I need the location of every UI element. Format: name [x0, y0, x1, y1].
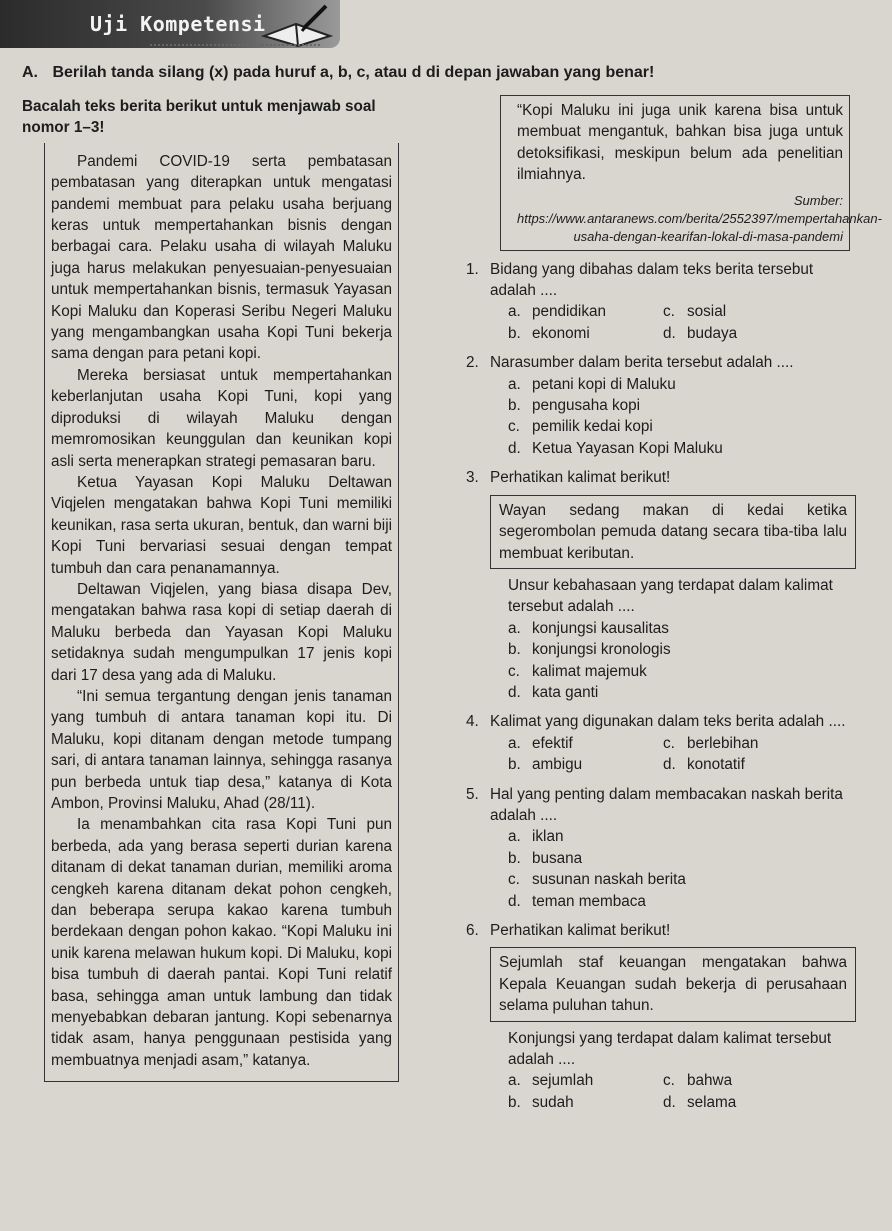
reading-intro: Bacalah teks berita berikut untuk menjawab soal nomor 1–3!: [22, 98, 376, 137]
option-b[interactable]: b. busana: [508, 849, 583, 867]
news-text-box: [44, 143, 399, 1082]
option-d[interactable]: d. selama: [663, 1093, 737, 1111]
option-c[interactable]: c. pemilik kedai kopi: [508, 418, 653, 436]
banner-title: Uji Kompetensi: [90, 12, 266, 36]
question-3: [466, 467, 856, 703]
question-4: [466, 711, 856, 775]
question-number: 2.: [466, 354, 479, 372]
question-5: [466, 784, 856, 912]
option-a[interactable]: a. pendidikan: [508, 303, 606, 321]
option-a[interactable]: a. efektif: [508, 734, 573, 752]
option-d[interactable]: d. teman membaca: [508, 892, 646, 910]
news-paragraph: Mereka bersiasat untuk mempertahankan keberlanjutan usaha Kopi Tuni, kopi yang diproduksi di wilayah Maluku dengan memromosikan keunggulan dan keunikan kopi asli serta menerapkan strategi pemasaran baru.: [51, 366, 392, 470]
question-text: Narasumber dalam berita tersebut adalah ....: [490, 354, 794, 372]
news-continuation-box: [500, 95, 882, 251]
question-number: 6.: [466, 922, 479, 939]
news-paragraph: Ia menambahkan cita rasa Kopi Tuni pun berbeda, ada yang berasa seperti durian karena ditanam di dekat tanaman durian, memiliki aroma cengkeh karena ditanam dekat pohon cengkeh, dan beberapa serupa kakao karena tumbuh berdekaan dengan pohon kakao. “Kopi Maluku ini unik karena melawan hukum kopi. Di Maluku, kopi bisa tumbuh di daerah pantai. Kopi Tuni relatif basa, sehingga aman untuk lambung dan tidak menyebabkan debaran jantung. Kopi sebenarnya tidak asam, hanya penggunaan pestisida yang membuatnya menjadi asam,” katanya.: [51, 816, 392, 1069]
news-source: Sumber: https://www.antaranews.com/berita/2552397/mempertahankan-usaha-dengan-kearifan-lokal-di-masa-pandemi: [517, 192, 882, 244]
option-a[interactable]: a. iklan: [508, 828, 564, 846]
question-text: Perhatikan kalimat berikut!: [490, 469, 671, 487]
question-followup: Unsur kebahasaan yang terdapat dalam kalimat tersebut adalah ....: [508, 576, 833, 616]
question-1: [466, 259, 856, 345]
option-a[interactable]: a. konjungsi kausalitas: [508, 619, 669, 637]
option-c[interactable]: c. kalimat majemuk: [508, 662, 647, 680]
option-c[interactable]: c. susunan naskah berita: [508, 871, 686, 889]
option-b[interactable]: b. ekonomi: [508, 324, 590, 342]
section-label: A.: [22, 64, 38, 81]
news-paragraph: Ketua Yayasan Kopi Maluku Deltawan Viqjelen mengatakan bahwa Kopi Tuni memiliki keunikan, rasa serta ukuran, bentuk, dan warni biji Kopi Tuni bervariasi sesuai dengan tempat tumbuh dan cara penanamannya.: [51, 473, 392, 577]
option-d[interactable]: d. budaya: [663, 324, 738, 342]
question-text: Hal yang penting dalam membacakan naskah berita adalah ....: [490, 785, 843, 824]
question-number: 5.: [466, 785, 479, 803]
example-sentence-box: Wayan sedang makan di kedai ketika segerombolan pemuda datang secara tiba-tiba lalu membuat keributan.: [490, 495, 856, 569]
section-instruction: [22, 64, 654, 82]
question-2: [466, 352, 856, 459]
right-column: [466, 96, 882, 1113]
option-a[interactable]: a. petani kopi di Maluku: [508, 375, 676, 393]
option-d[interactable]: d. kata ganti: [508, 683, 599, 701]
question-number: 1.: [466, 260, 479, 278]
question-text: Kalimat yang digunakan dalam teks berita adalah ....: [490, 713, 846, 731]
option-c[interactable]: c. berlebihan: [663, 734, 759, 752]
question-6: [466, 920, 856, 1113]
news-paragraph: Deltawan Viqjelen, yang biasa disapa Dev, mengatakan bahwa rasa kopi di setiap daerah di Maluku berbeda dan Yayasan Kopi Maluku setidaknya sudah mengumpulkan 17 jenis kopi dari 17 desa yang ada di Maluku.: [51, 580, 392, 684]
option-a[interactable]: a. sejumlah: [508, 1072, 594, 1090]
news-paragraph: Pandemi COVID-19 serta pembatasan pembatasan yang diterapkan untuk mengatasi pandemi membuat para pelaku usaha berjuang keras untuk mempertahankan bisnis dengan berbagai cara. Pelaku usaha di wilayah Maluku juga harus melakukan penyesuaian-penyesuaian untuk mempertahankan bisnis, termasuk Yayasan Kopi Maluku dan Koperasi Seribu Negeri Maluku yang mengambangkan usaha Kopi Tuni bekerja sama dengan para petani kopi.: [51, 152, 392, 363]
option-b[interactable]: b. konjungsi kronologis: [508, 641, 671, 659]
option-b[interactable]: b. ambigu: [508, 756, 583, 774]
option-b[interactable]: b. sudah: [508, 1093, 574, 1111]
option-c[interactable]: c. bahwa: [663, 1072, 733, 1090]
news-paragraph: “Ini semua tergantung dengan jenis tanaman yang tumbuh di antara tanaman kopi itu. Di Maluku, kopi ditanam dengan metode tumpang sari, di antara tanaman lainnya, sehingga rasanya pun berbeda untuk tiap desa,” katanya di Kota Ambon, Provinsi Maluku, Ahad (28/11).: [51, 687, 392, 812]
instruction-text: Berilah tanda silang (x) pada huruf a, b, c, atau d di depan jawaban yang benar!: [52, 64, 655, 81]
option-d[interactable]: d. konotatif: [663, 756, 745, 774]
news-continuation: “Kopi Maluku ini juga unik karena bisa untuk membuat mengantuk, bahkan bisa juga untuk detoksifikasi, meskipun belum ada penelitian ilmiahnya.: [517, 102, 843, 184]
question-text: Perhatikan kalimat berikut!: [490, 922, 671, 939]
header-banner: [0, 0, 340, 48]
option-b[interactable]: b. pengusaha kopi: [508, 397, 641, 415]
question-text: Bidang yang dibahas dalam teks berita tersebut adalah ....: [490, 260, 814, 300]
banner-divider: [150, 44, 320, 46]
option-d[interactable]: d. Ketua Yayasan Kopi Maluku: [508, 439, 723, 457]
question-followup: Konjungsi yang terdapat dalam kalimat tersebut adalah ....: [508, 1029, 832, 1069]
question-number: 3.: [466, 469, 479, 487]
book-pen-icon: [258, 2, 336, 48]
question-number: 4.: [466, 713, 479, 731]
option-c[interactable]: c. sosial: [663, 303, 727, 321]
example-sentence-box: Sejumlah staf keuangan mengatakan bahwa Kepala Keuangan sudah bekerja di perusahaan selama puluhan tahun.: [490, 947, 856, 1021]
left-column: [22, 96, 407, 1082]
